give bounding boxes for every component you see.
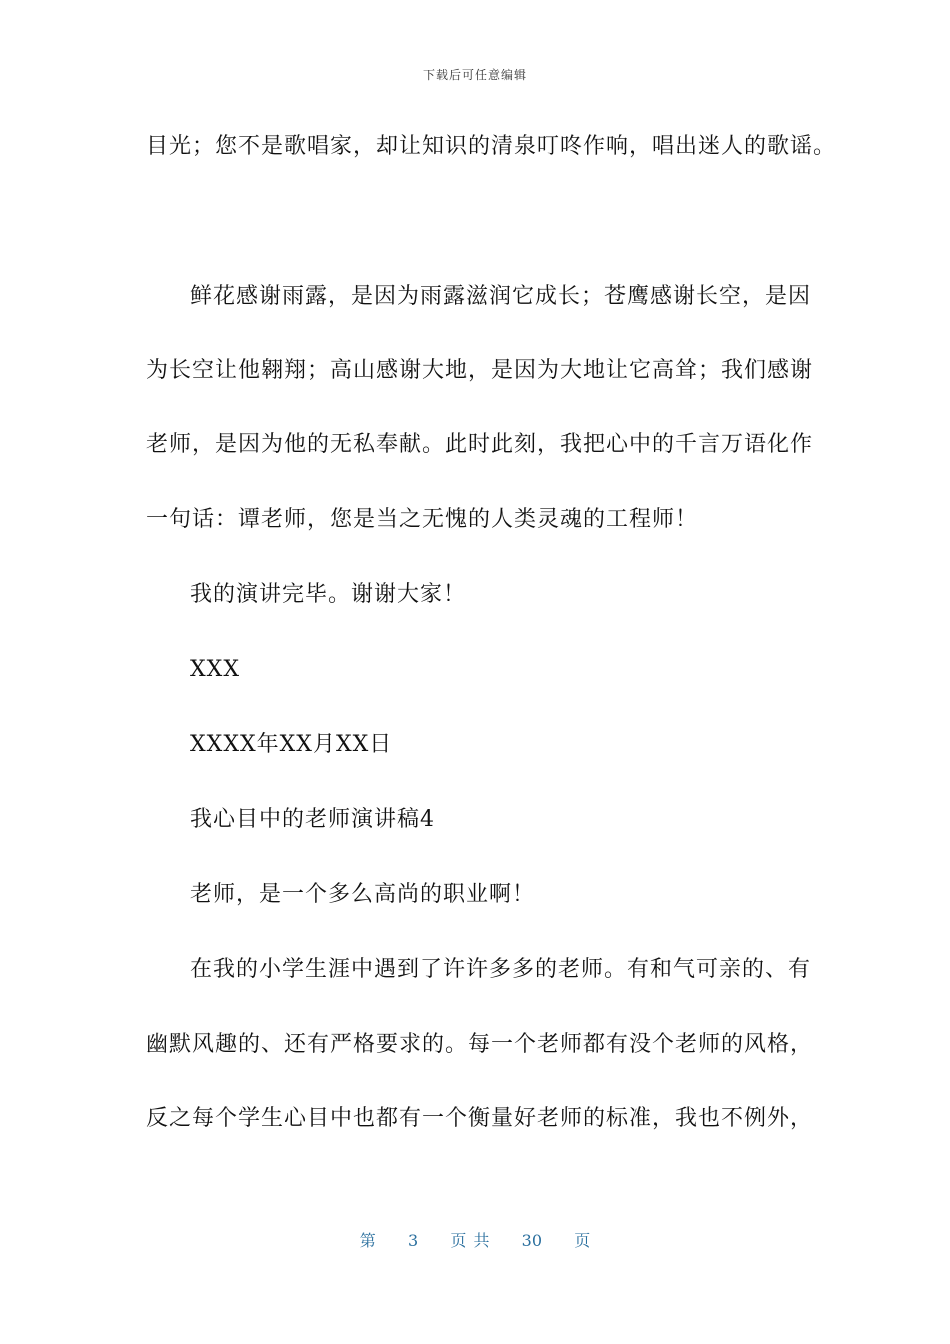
signature-date: XXXX年XX月XX日 [190,732,393,757]
closing-line: 我的演讲完毕。谢谢大家！ [190,582,467,607]
footer-current-page: 3 [407,1231,419,1250]
body-line-6: 老师，是一个多么高尚的职业啊！ [190,882,536,907]
body-line-7: 在我的小学生涯中遇到了许许多多的老师。有和气可亲的、有 [190,957,812,982]
body-line-8: 幽默风趣的、还有严格要求的。每一个老师都有没个老师的风格， [146,1032,814,1057]
footer-label-pages: 页 [574,1231,591,1250]
body-line-4: 老师，是因为他的无私奉献。此时此刻，我把心中的千言万语化作 [146,432,814,457]
footer-label-page: 第 [359,1231,376,1250]
body-line-2: 鲜花感谢雨露，是因为雨露滋润它成长；苍鹰感谢长空，是因 [190,284,812,309]
footer-total-pages: 30 [521,1231,542,1250]
body-line-3: 为长空让他翱翔；高山感谢大地，是因为大地让它高耸；我们感谢 [146,358,814,383]
footer-label-of: 页 共 [450,1231,490,1250]
page-header: 下载后可任意编辑 [422,68,527,82]
body-line-9: 反之每个学生心目中也都有一个衡量好老师的标准，我也不例外， [146,1106,814,1131]
body-line-5: 一句话：谭老师，您是当之无愧的人类灵魂的工程师！ [146,507,699,532]
signature-name: XXX [190,657,240,682]
body-line-1: 目光；您不是歌唱家，却让知识的清泉叮咚作响，唱出迷人的歌谣。 [146,134,837,159]
page-footer [0,1228,950,1251]
section-title: 我心目中的老师演讲稿4 [190,807,435,832]
